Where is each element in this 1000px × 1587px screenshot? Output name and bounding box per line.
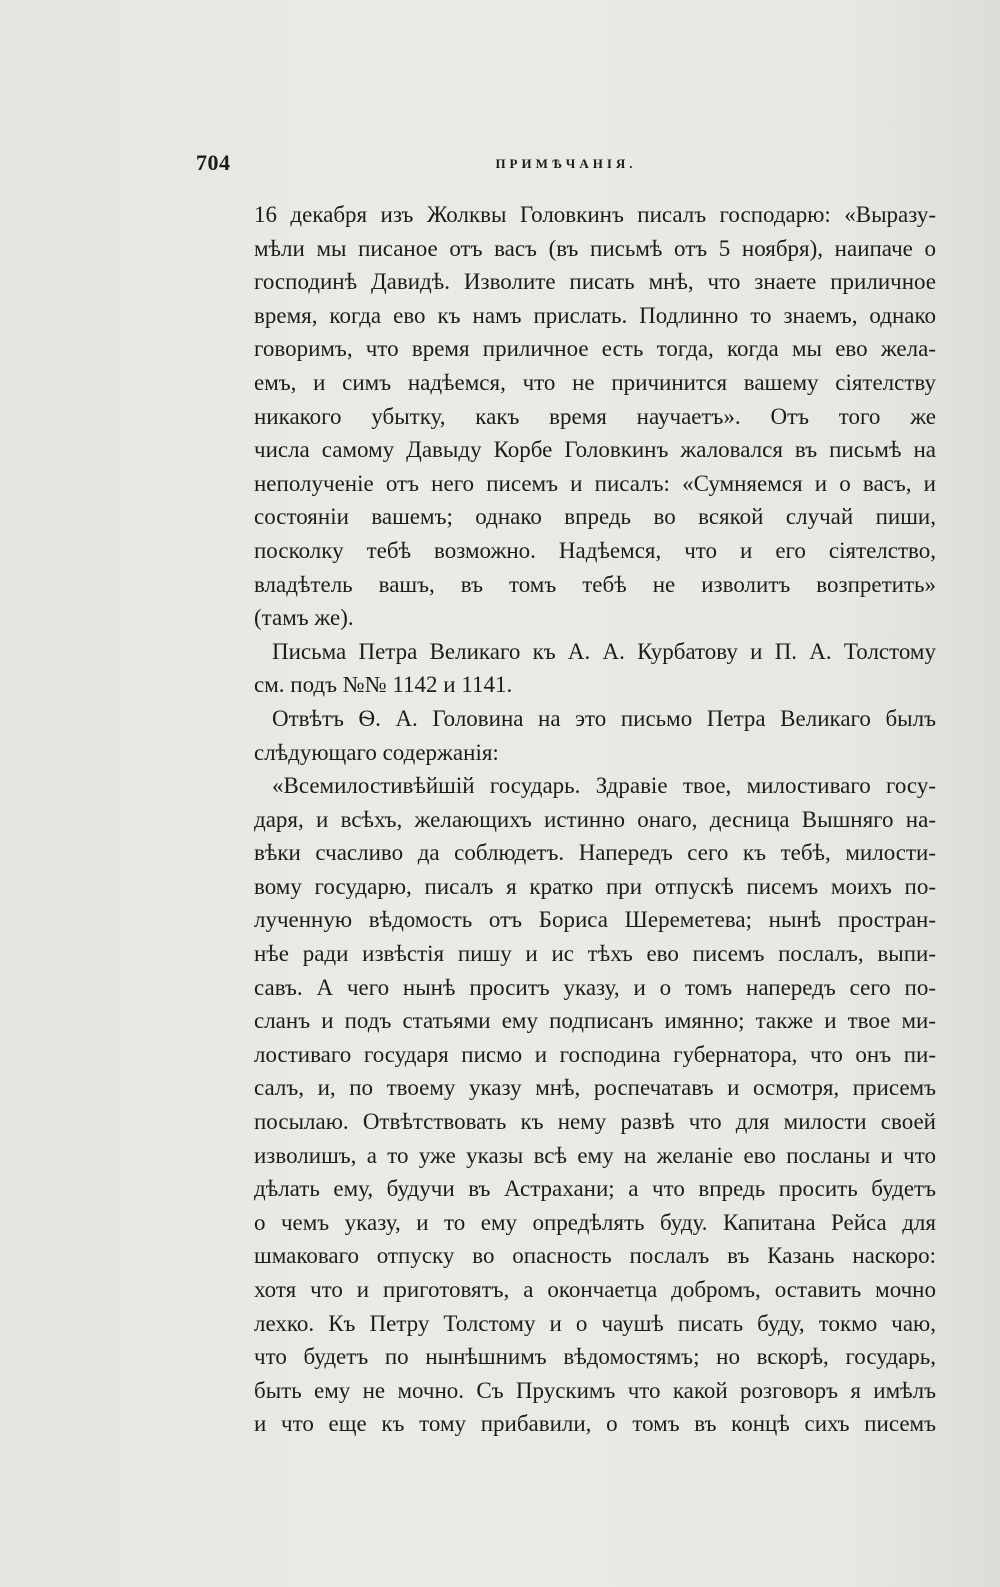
text-line: шмаковаго отпуску во опасность послалъ въ Казань наскоро:	[254, 1243, 936, 1269]
text-line: нѣе ради извѣстія пишу и ис тѣхъ ево писемъ послалъ, выпи-	[254, 941, 936, 967]
text-line: лостиваго государя писмо и господина губернатора, что онъ пи-	[254, 1041, 936, 1067]
text-line: салъ, и, по твоему указу мнѣ, роспечатавъ и осмотря, присемъ	[254, 1075, 936, 1101]
text-line: неполученіе отъ него писемъ и писалъ: «Сумняемся и о васъ, и	[254, 470, 936, 496]
text-line: числа самому Давыду Корбе Головкинъ жаловался въ письмѣ на	[254, 437, 936, 463]
text-line: лехко. Къ Петру Толстому и о чаушѣ писать буду, токмо чаю,	[254, 1310, 936, 1336]
text-line: (тамъ же).	[254, 605, 354, 631]
text-line: «Всемилостивѣйшій государь. Здравіе твое, милостиваго госу-	[272, 773, 936, 799]
text-line: говоримъ, что время приличное есть тогда, когда мы ево жела-	[254, 336, 936, 362]
text-line: быть ему не мочно. Съ Прускимъ что какой розговоръ я имѣлъ	[254, 1377, 936, 1403]
text-line: господинѣ Давидѣ. Изволите писать мнѣ, что знаете приличное	[254, 269, 936, 295]
text-line: Письма Петра Великаго къ А. А. Курбатову и П. А. Толстому	[272, 638, 936, 664]
text-line: мѣли мы писаное отъ васъ (въ письмѣ отъ 5 ноября), наипаче о	[254, 235, 936, 261]
text-line: сланъ и подъ статьями ему подписанъ имянно; также и твое ми-	[254, 1008, 936, 1034]
text-line: посылаю. Отвѣтствовать къ нему развѣ что для милости своей	[254, 1109, 936, 1135]
body-text	[254, 198, 936, 1441]
text-line: дѣлать ему, будучи въ Астрахани; а что впредь просить будетъ	[254, 1176, 936, 1202]
text-line: никакого убытку, какъ время научаетъ». Отъ того же	[254, 403, 936, 429]
text-line: о чемъ указу, и то ему опредѣлять буду. Капитана Рейса для	[254, 1209, 936, 1235]
text-line: вѣки счасливо да соблюдетъ. Напередъ сего къ тебѣ, милости-	[254, 840, 936, 866]
text-line: 16 декабря изъ Жолквы Головкинъ писалъ господарю: «Выразу-	[254, 202, 936, 227]
running-head: ПРИМѢЧАНІЯ.	[495, 156, 637, 171]
text-line: и что еще къ тому прибавили, о томъ въ концѣ сихъ писемъ	[254, 1411, 936, 1437]
text-line: савъ. А чего нынѣ проситъ указу, и о томъ напередъ сего по-	[254, 974, 936, 1000]
text-line: изволишъ, а то уже указы всѣ ему на желаніе ево посланы и что	[254, 1142, 936, 1168]
text-line: состояніи вашемъ; однако впредь во всякой случай пиши,	[254, 504, 936, 530]
text-line: владѣтель вашъ, въ томъ тебѣ не изволитъ возпретить»	[254, 571, 936, 597]
text-line: Отвѣтъ Ѳ. А. Головина на это письмо Петра Великаго былъ	[272, 705, 936, 731]
text-line: даря, и всѣхъ, желающихъ истинно онаго, десница Вышняго на-	[254, 806, 936, 832]
page-number: 704	[196, 150, 231, 175]
text-line: лученную вѣдомость отъ Бориса Шереметева; нынѣ простран-	[254, 907, 936, 933]
text-line: посколку тебѣ возможно. Надѣемся, что и его сіятелство,	[254, 537, 936, 563]
text-line: слѣдующаго содержанія:	[254, 739, 499, 765]
page-header	[196, 150, 936, 184]
text-line: хотя что и приготовятъ, а окончаетца добромъ, оставить мочно	[254, 1277, 936, 1302]
text-line: вому государю, писалъ я кратко при отпускѣ писемъ моихъ по-	[254, 873, 936, 899]
text-line: что будетъ по нынѣшнимъ вѣдомостямъ; но вскорѣ, государь,	[254, 1344, 936, 1370]
text-line: см. подъ №№ 1142 и 1141.	[254, 672, 513, 698]
text-line: время, когда ево къ намъ прислать. Подлинно то знаемъ, однако	[254, 302, 936, 328]
text-line: емъ, и симъ надѣемся, что не причинится вашему сіятелству	[254, 369, 936, 395]
